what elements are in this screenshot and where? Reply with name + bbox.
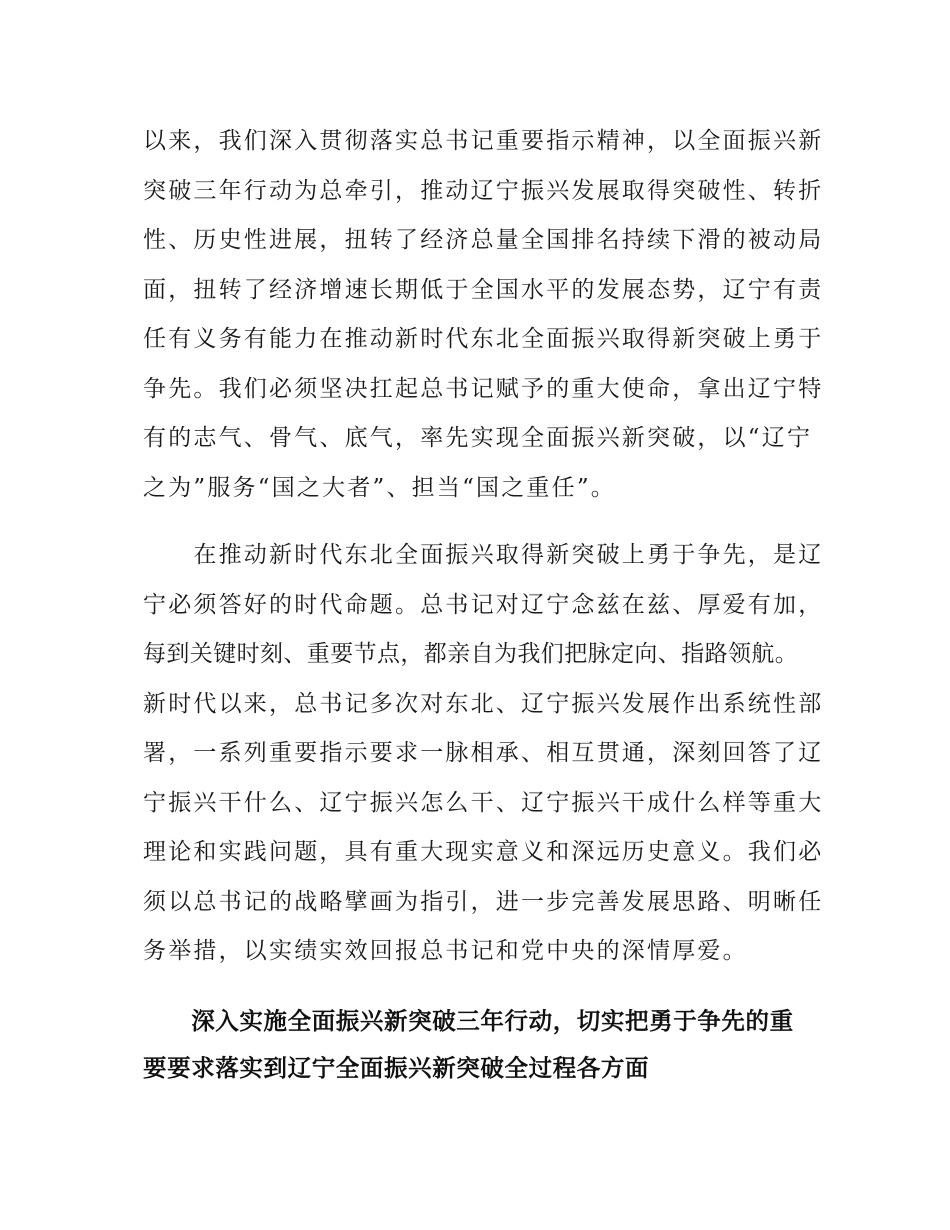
paragraph-line: 署，一系列重要指示要求一脉相承、相互贯通，深刻回答了辽 (143, 740, 824, 766)
paragraph-line: 宁振兴干什么、辽宁振兴怎么干、辽宁振兴干成什么样等重大 (143, 789, 824, 816)
paragraph-line: 在推动新时代东北全面振兴取得新突破上勇于争先，是辽 (143, 542, 824, 568)
paragraph-line: 理论和实践问题，具有重大现实意义和深远历史意义。我们必 (143, 839, 824, 865)
paragraph-1 (143, 117, 843, 513)
paragraph-line: 新时代以来，总书记多次对东北、辽宁振兴发展作出系统性部 (143, 690, 824, 717)
heading-line: 深入实施全面振兴新突破三年行动，切实把勇于争先的重 (143, 1007, 794, 1035)
paragraph-line: 宁必须答好的时代命题。总书记对辽宁念兹在兹、厚爱有加， (143, 591, 824, 618)
paragraph-line: 每到关键时刻、重要节点，都亲自为我们把脉定向、指路领航。 (143, 641, 799, 667)
section-heading (143, 998, 843, 1092)
paragraph-line: 须以总书记的战略擘画为指引，进一步完善发展思路、明晰任 (143, 888, 824, 915)
paragraph-line: 之为”服务“国之大者”、担当“国之重任”。 (143, 474, 616, 501)
paragraph-line: 有的志气、骨气、底气，率先实现全面振兴新突破，以“辽宁 (143, 425, 813, 451)
paragraph-line: 务举措，以实绩实效回报总书记和党中央的深情厚爱。 (143, 938, 748, 964)
paragraph-2 (143, 531, 843, 977)
paragraph-line: 以来，我们深入贯彻落实总书记重要指示精神，以全面振兴新 (143, 128, 824, 154)
paragraph-line: 争先。我们必须坚决扛起总书记赋予的重大使命，拿出辽宁特 (143, 375, 824, 402)
paragraph-line: 任有义务有能力在推动新时代东北全面振兴取得新突破上勇于 (143, 326, 824, 352)
heading-line: 要要求落实到辽宁全面振兴新突破全过程各方面 (143, 1054, 650, 1082)
paragraph-line: 性、历史性进展，扭转了经济总量全国排名持续下滑的被动局 (143, 227, 824, 253)
paragraph-line: 突破三年行动为总牵引，推动辽宁振兴发展取得突破性、转折 (143, 177, 824, 204)
paragraph-line: 面，扭转了经济增速长期低于全国水平的发展态势，辽宁有责 (143, 276, 824, 303)
